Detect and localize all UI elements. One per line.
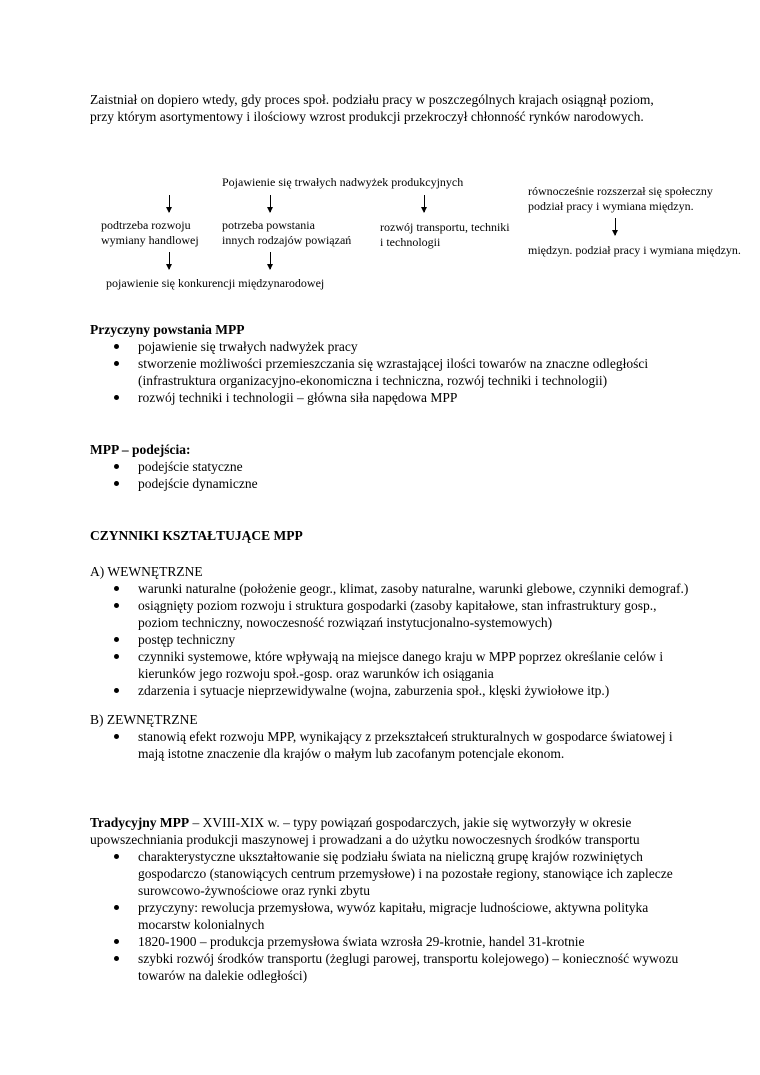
arrow-down-icon bbox=[615, 218, 616, 235]
causes-list bbox=[90, 338, 690, 406]
diagram-right-bottom: międzyn. podział pracy i wymiana międzyn. bbox=[528, 243, 741, 257]
diagram-need-forms: potrzeba powstania innych rodzajów powiązań bbox=[222, 218, 352, 247]
list-item: stanowią efekt rozwoju MPP, wynikający z przekształceń strukturalnych w gospodarce światowej i mają istotne znaczenie dla krajów o małym lub zacofanym potencjale ekonom. bbox=[90, 728, 690, 762]
diagram-top-label: Pojawienie się trwałych nadwyżek produkcyjnych bbox=[222, 175, 464, 189]
list-item: 1820-1900 – produkcja przemysłowa świata wzrosła 29-krotnie, handel 31-krotnie bbox=[90, 933, 680, 950]
arrow-down-icon bbox=[270, 195, 271, 212]
list-item: osiągnięty poziom rozwoju i struktura gospodarki (zasoby kapitałowe, stan infrastruktury gosp., poziom techniczny, nowoczesność rozwiązań instytucjonalno-systemowych) bbox=[90, 597, 690, 631]
factors-heading: CZYNNIKI KSZTAŁTUJĄCE MPP bbox=[90, 528, 303, 543]
list-item: charakterystyczne ukształtowanie się podziału świata na nieliczną grupę krajów rozwiniętych gospodarczo (stanowiących centrum przemysłowe) i na pozostałe regiony, stanowiące ich zaplecze surowcowo-żywnościowe oraz rynki zbytu bbox=[90, 848, 680, 899]
traditional-section bbox=[90, 814, 680, 984]
list-item: postęp techniczny bbox=[90, 631, 690, 648]
traditional-definition: Tradycyjny MPP – XVIII-XIX w. – typy powiązań gospodarczych, jakie się wytworzyły w okresie upowszechniania produkcji maszynowej i prowadzani a do użytku nowoczesnych środków transportu bbox=[90, 815, 640, 847]
list-item: przyczyny: rewolucja przemysłowa, wywóz kapitału, migracje ludnościowe, aktywna polityka mocarstw kolonialnych bbox=[90, 899, 680, 933]
internal-list bbox=[90, 580, 690, 699]
list-item: czynniki systemowe, które wpływają na miejsce danego kraju w MPP poprzez określanie celów i kierunków jego rozwoju społ.-gosp. oraz warunków ich osiągania bbox=[90, 648, 690, 682]
traditional-term: Tradycyjny MPP bbox=[90, 815, 190, 830]
factors-section bbox=[90, 527, 690, 762]
list-item: warunki naturalne (położenie geogr., klimat, zasoby naturalne, warunki glebowe, czynniki demograf.) bbox=[90, 580, 690, 597]
diagram-competition: pojawienie się konkurencji międzynarodowej bbox=[106, 276, 325, 290]
approaches-section bbox=[90, 441, 690, 492]
arrow-down-icon bbox=[169, 252, 170, 269]
list-item: szybki rozwój środków transportu (żeglugi parowej, transportu kolejowego) – konieczność wywozu towarów na dalekie odległości) bbox=[90, 950, 680, 984]
diagram-need-exchange: podtrzeba rozwoju wymiany handlowej bbox=[101, 218, 199, 247]
diagram-right-top: równocześnie rozszerzał się społeczny podział pracy i wymiana międzyn. bbox=[528, 184, 713, 213]
list-item: podejście statyczne bbox=[90, 458, 690, 475]
approaches-list bbox=[90, 458, 690, 492]
list-item: stworzenie możliwości przemieszczania się wzrastającej ilości towarów na znaczne odległości (infrastruktura organizacyjno-ekonomiczna i techniczna, rozwój techniki i technologii) bbox=[90, 355, 690, 389]
approaches-heading: MPP – podejścia: bbox=[90, 442, 191, 457]
intro-paragraph: Zaistniał on dopiero wtedy, gdy proces społ. podziału pracy w poszczególnych krajach osiągnął poziom, przy którym asortymentowy i ilościowy wzrost produkcji przekroczył chłonność rynków narodowych. bbox=[90, 92, 654, 124]
list-item: podejście dynamiczne bbox=[90, 475, 690, 492]
external-heading: B) ZEWNĘTRZNE bbox=[90, 712, 198, 727]
diagram-transport: rozwój transportu, techniki i technologii bbox=[380, 220, 510, 249]
traditional-list bbox=[90, 848, 680, 984]
internal-heading: A) WEWNĘTRZNE bbox=[90, 564, 203, 579]
external-list bbox=[90, 728, 690, 762]
list-item: rozwój techniki i technologii – główna siła napędowa MPP bbox=[90, 389, 690, 406]
list-item: pojawienie się trwałych nadwyżek pracy bbox=[90, 338, 690, 355]
arrow-down-icon bbox=[424, 195, 425, 212]
causes-heading: Przyczyny powstania MPP bbox=[90, 322, 245, 337]
list-item: zdarzenia i sytuacje nieprzewidywalne (wojna, zaburzenia społ., klęski żywiołowe itp.) bbox=[90, 682, 690, 699]
arrow-down-icon bbox=[270, 252, 271, 269]
arrow-down-icon bbox=[169, 195, 170, 212]
causes-section bbox=[90, 321, 690, 406]
